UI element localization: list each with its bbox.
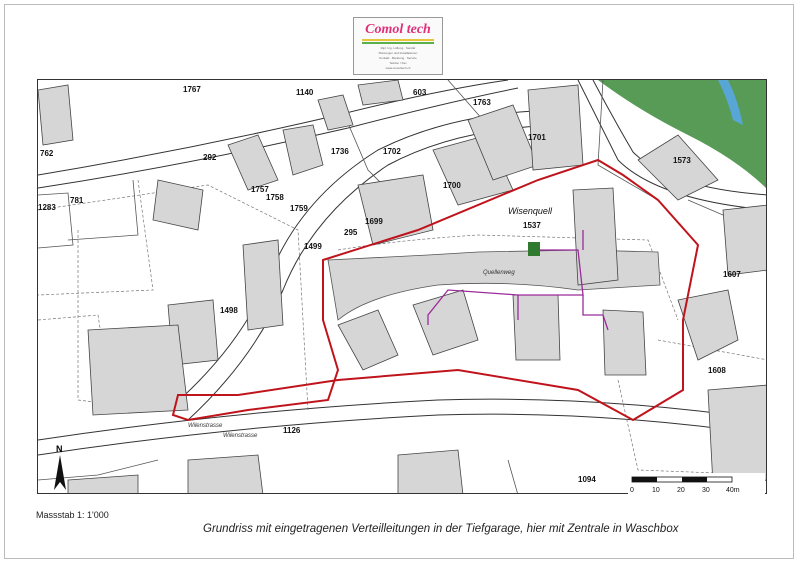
parcel-1702: 1702: [383, 147, 401, 156]
site-map: [37, 79, 767, 494]
company-logo: [353, 17, 443, 75]
parcel-1537: 1537: [523, 221, 541, 230]
logo-line-3: Kontakt · Beratung · Service: [379, 56, 417, 60]
parcel-1140: 1140: [296, 88, 314, 97]
logo-rule-yellow: [362, 39, 434, 41]
parcel-603: 603: [413, 88, 427, 97]
scale-tick-0: 0: [630, 487, 634, 494]
central-unit: [528, 242, 540, 256]
path-name: Quellenweg: [483, 270, 515, 276]
logo-line-1: Dipl. Ing. Lüftung · Sanitär: [380, 46, 416, 50]
parcel-781: 781: [70, 196, 84, 205]
logo-line-4: Telefon / Fax: [389, 61, 407, 65]
parcel-1699: 1699: [365, 217, 383, 226]
parcel-1759: 1759: [290, 204, 308, 213]
parcel-1758: 1758: [266, 193, 284, 202]
street-name-1: Wilenstrasse: [188, 423, 223, 429]
parcel-1607: 1607: [723, 270, 741, 279]
logo-line-5: www.comoltech.ch: [385, 66, 411, 70]
plan-caption: Grundriss mit eingetragenen Verteilleitungen in der Tiefgarage, hier mit Zentrale in Waschbox: [203, 523, 679, 535]
scale-tick-10: 10: [652, 487, 660, 494]
parcel-292: 292: [203, 153, 217, 162]
parcel-1094: 1094: [578, 475, 596, 484]
parcel-1757: 1757: [251, 185, 269, 194]
area-name: Wisenquell: [508, 206, 552, 216]
parcel-762: 762: [40, 149, 54, 158]
parcel-1573: 1573: [673, 156, 691, 165]
parcel-1701: 1701: [528, 133, 546, 142]
parcel-1499: 1499: [304, 242, 322, 251]
parcel-1608: 1608: [708, 366, 726, 375]
logo-title: Comol tech: [365, 22, 431, 37]
parcel-1767: 1767: [183, 85, 201, 94]
parcel-295: 295: [344, 228, 358, 237]
scale-tick-30: 30: [702, 487, 710, 494]
scale-tick-40m: 40m: [726, 487, 740, 494]
scale-text: Massstab 1: 1'000: [36, 510, 109, 520]
parcel-1700: 1700: [443, 181, 461, 190]
parcel-1763: 1763: [473, 98, 491, 107]
street-name-2: Wilenstrasse: [223, 433, 258, 439]
logo-rule-green: [362, 42, 434, 44]
parcel-1736: 1736: [331, 147, 349, 156]
site-map-svg: [38, 80, 767, 494]
scale-tick-20: 20: [677, 487, 685, 494]
scale-bar: [628, 473, 765, 497]
north-label: N: [56, 444, 63, 454]
parcel-1498: 1498: [220, 306, 238, 315]
parcel-1126: 1126: [283, 426, 301, 435]
parcel-1283: 1283: [38, 203, 56, 212]
logo-line-2: Planungen und Installationen: [378, 51, 418, 55]
